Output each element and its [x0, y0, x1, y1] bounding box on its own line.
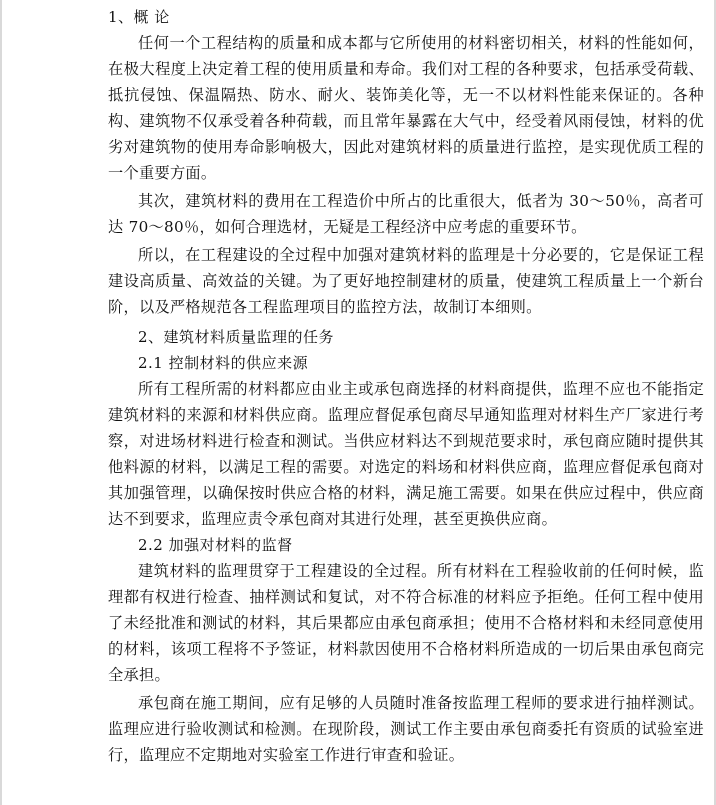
- section-1-paragraph-2: 其次，建筑材料的费用在工程造价中所占的比重很大，低者为 30～50％，高者可达 70～80％，如何合理选材，无疑是工程经济中应考虑的重要环节。: [108, 192, 704, 236]
- subsection-2-2-paragraph-2: 承包商在施工期间，应有足够的人员随时准备按监理工程师的要求进行抽样测试。监理应进行验收测试和检测。在现阶段，测试工作主要由承包商委托有资质的试验室进行，监理应不定期地对实验室工作进行审查和验证。: [108, 694, 704, 764]
- document-body: [108, 4, 704, 768]
- section-1-paragraph-3: 所以，在工程建设的全过程中加强对建筑材料的监理是十分必要的，它是保证工程建设高质量、高效益的关键。为了更好地控制建材的质量，使建筑工程质量上一个新台阶，以及严格规范各工程监理项目的监控方法，故制订本细则。: [108, 246, 704, 316]
- subsection-2-2-paragraph-1: 建筑材料的监理贯穿于工程建设的全过程。所有材料在工程验收前的任何时候，监理都有权进行检查、抽样测试和复试，对不符合标准的材料应予拒绝。任何工程中使用了未经批准和测试的材料，其后果都应由承包商承担；使用不合格材料和未经同意使用的材料，该项工程将不予签证，材料款因使用不合格材料所造成的一切后果由承包商完全承担。: [108, 562, 704, 684]
- section-1-heading: 1、概 论: [108, 8, 170, 26]
- subsection-2-1-heading: 2.1 控制材料的供应来源: [138, 354, 309, 372]
- section-2-heading: 2、建筑材料质量监理的任务: [138, 328, 335, 346]
- subsection-2-2-heading: 2.2 加强对材料的监督: [138, 536, 293, 554]
- subsection-2-1-paragraph: 所有工程所需的材料都应由业主或承包商选择的材料商提供，监理不应也不能指定建筑材料的来源和材料供应商。监理应督促承包商尽早通知监理对材料生产厂家进行考察，对进场材料进行检查和测试。当供应材料达不到规范要求时，承包商应随时提供其他料源的材料，以满足工程的需要。对选定的料场和材料供应商，监理应督促承包商对其加强管理，以确保按时供应合格的材料，满足施工需要。如果在供应过程中，供应商达不到要求，监理应责令承包商对其进行处理，甚至更换供应商。: [108, 380, 704, 528]
- page-left-border: [0, 0, 2, 805]
- section-1-paragraph-1: 任何一个工程结构的质量和成本都与它所使用的材料密切相关，材料的性能如何，在极大程度上决定着工程的使用质量和寿命。我们对工程的各种要求，包括承受荷载、抵抗侵蚀、保温隔热、防水、耐火、装饰美化等，无一不以材料性能来保证的。各种构、建筑物不仅承受着各种荷载，而且常年暴露在大气中，经受着风雨侵蚀，材料的优劣对建筑物的使用寿命影响极大，因此对建筑材料的质量进行监控，是实现优质工程的一个重要方面。: [108, 34, 704, 182]
